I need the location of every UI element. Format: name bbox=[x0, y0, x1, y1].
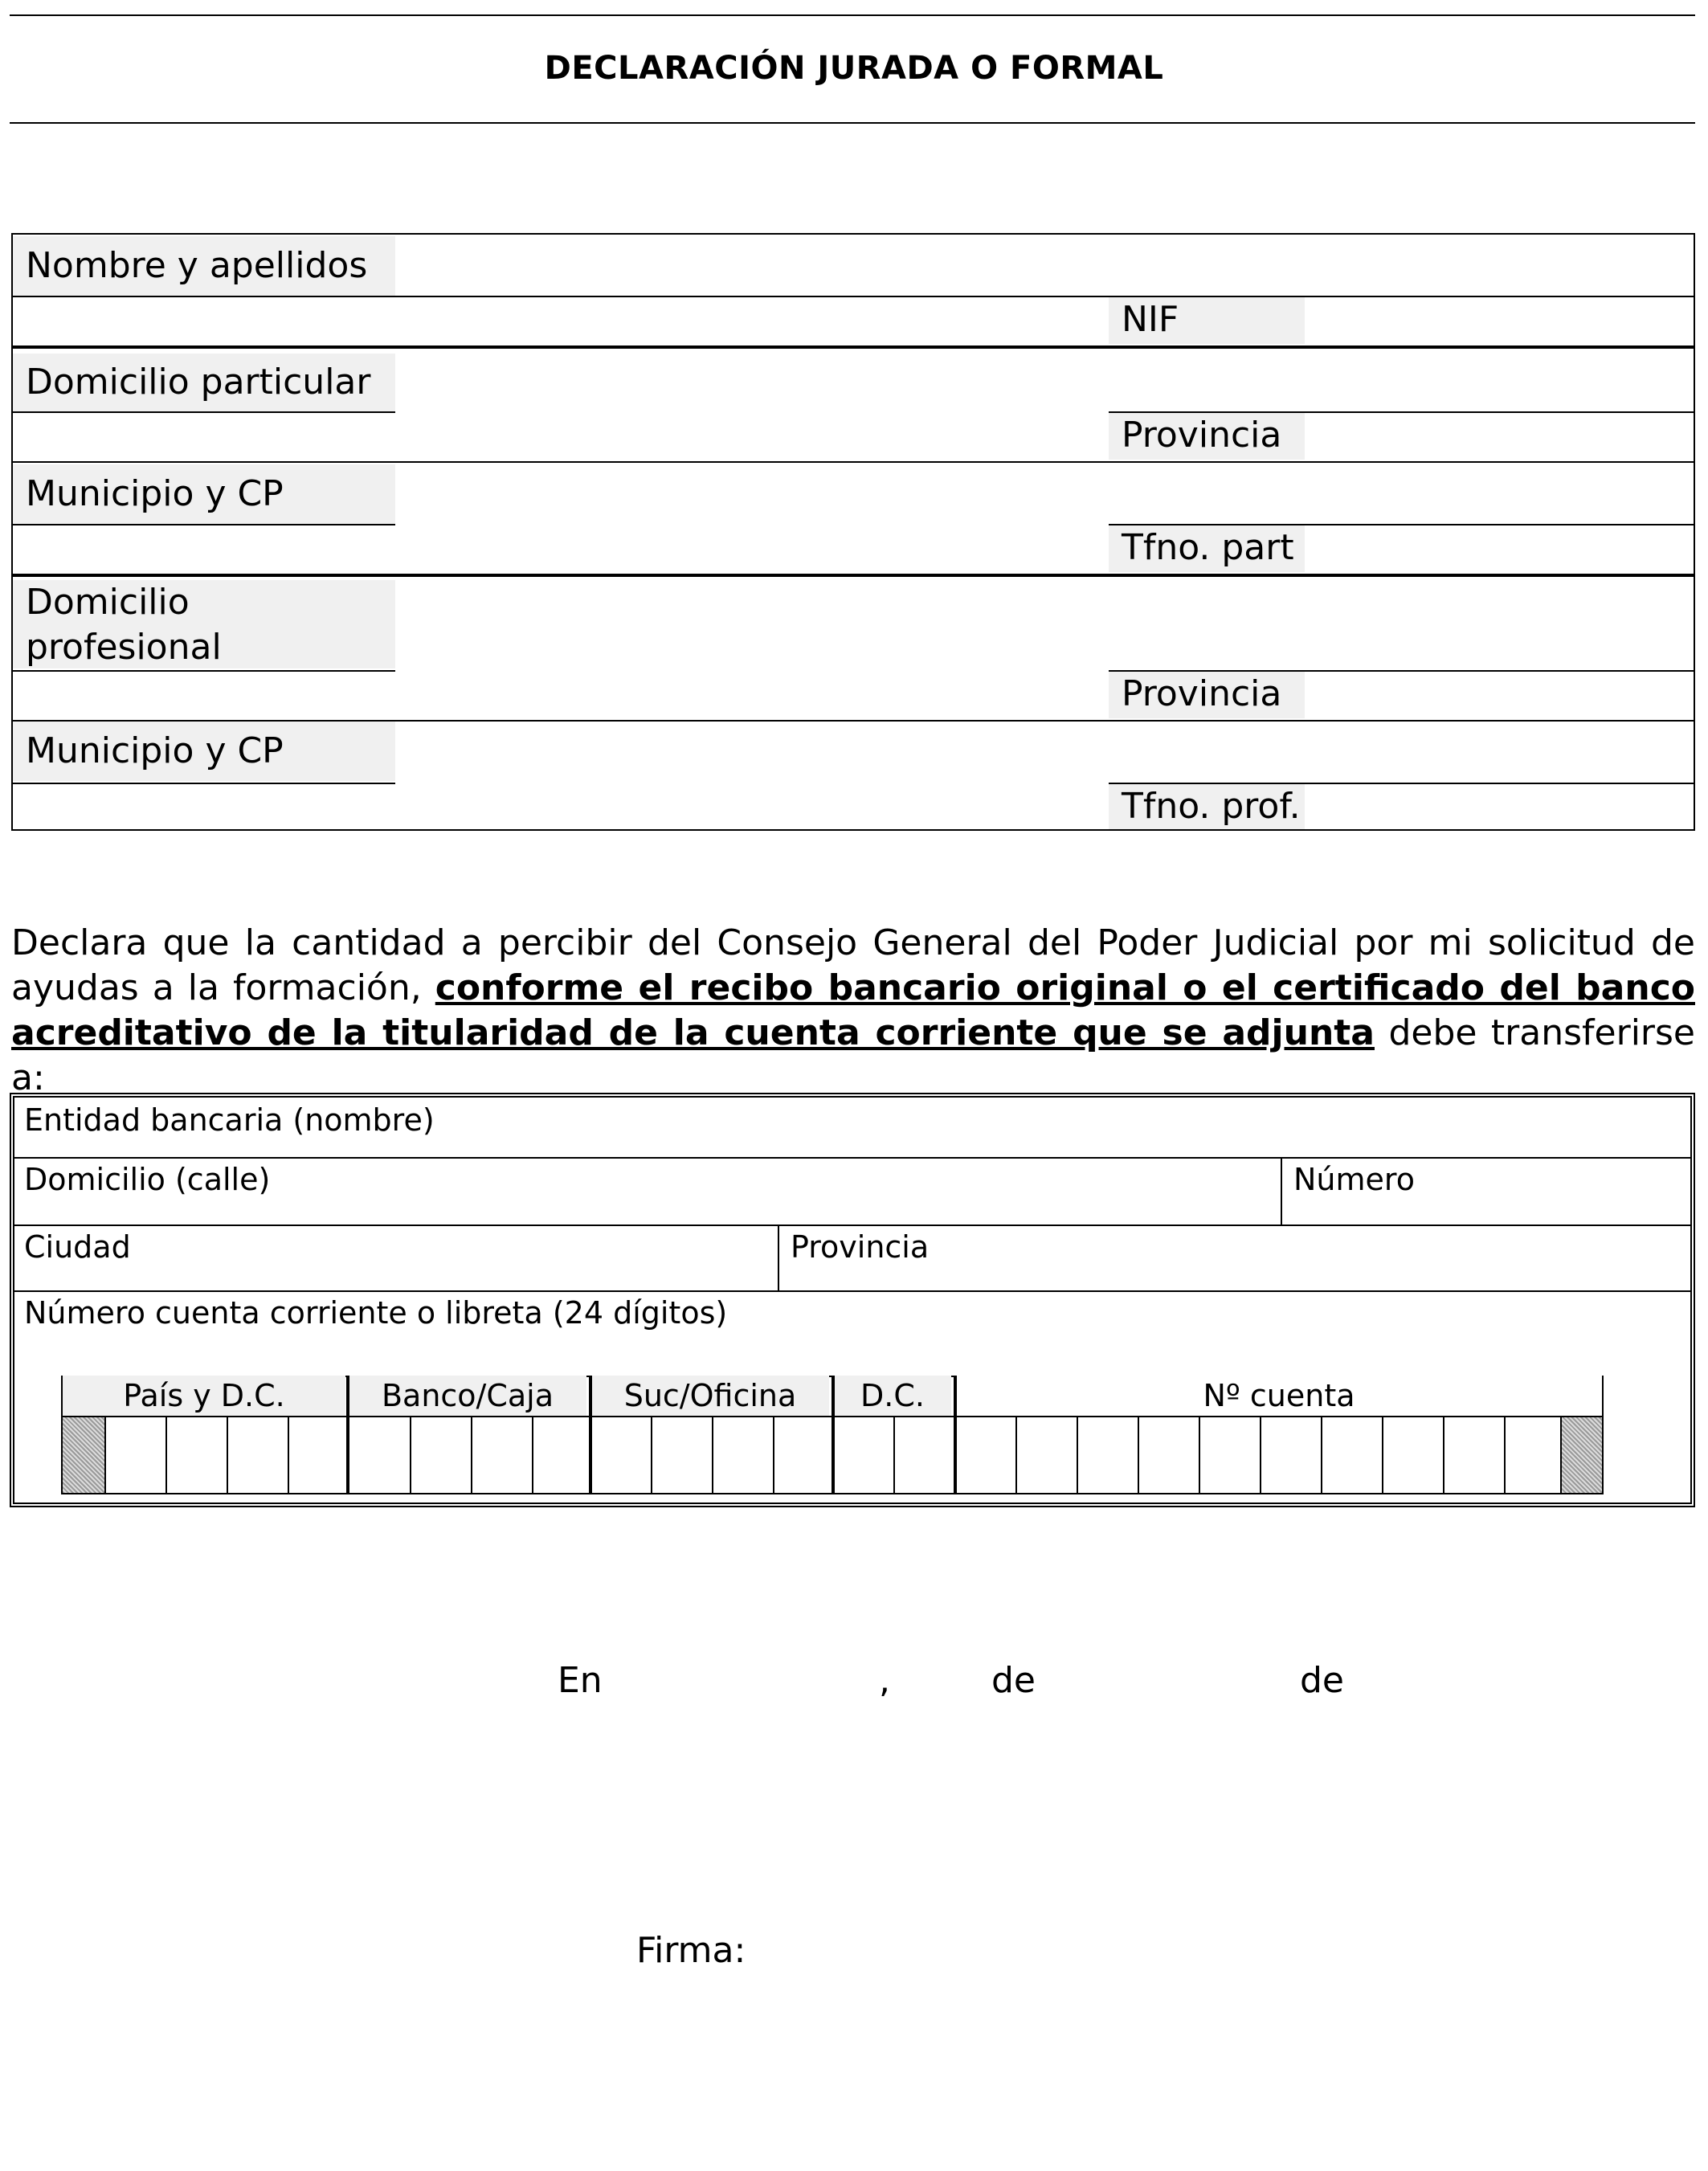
numero-label: Número bbox=[1293, 1162, 1415, 1197]
digit-cell[interactable] bbox=[1199, 1416, 1260, 1493]
title-rule bbox=[10, 122, 1695, 124]
declaration-text-start: Declara que la cantidad a percibir del Consejo General del Poder Judicial por mi solicitud de ayudas a la formación, bbox=[11, 922, 1695, 1008]
ciudad-label: Ciudad bbox=[24, 1229, 131, 1265]
digit-cell[interactable] bbox=[165, 1416, 227, 1493]
tfno-part-label: Tfno. part bbox=[1109, 525, 1305, 572]
grid-header-sucursal: Suc/Oficina bbox=[591, 1376, 829, 1416]
digit-cell[interactable] bbox=[773, 1416, 832, 1493]
digit-cell[interactable] bbox=[227, 1416, 288, 1493]
municipio-particular-label: Municipio y CP bbox=[13, 464, 395, 524]
place-label: En bbox=[558, 1660, 603, 1701]
grid-header-pais: País y D.C. bbox=[63, 1376, 345, 1416]
digit-cell[interactable] bbox=[288, 1416, 347, 1493]
month-year-label: de bbox=[1300, 1660, 1344, 1701]
grid-shade-left bbox=[63, 1417, 104, 1493]
grid-header-dc: D.C. bbox=[834, 1376, 951, 1416]
digit-cell[interactable] bbox=[1443, 1416, 1504, 1493]
digit-cell[interactable] bbox=[651, 1416, 712, 1493]
digit-cell[interactable] bbox=[1015, 1416, 1077, 1493]
digit-cell[interactable] bbox=[1504, 1416, 1560, 1493]
nif-label: NIF bbox=[1109, 297, 1305, 344]
digit-cell[interactable] bbox=[712, 1416, 773, 1493]
grid-header-banco: Banco/Caja bbox=[349, 1376, 586, 1416]
signature-label: Firma: bbox=[636, 1930, 746, 1971]
personal-data-table bbox=[11, 233, 1695, 831]
digit-cell[interactable] bbox=[893, 1416, 954, 1493]
cuenta-label: Número cuenta corriente o libreta (24 dígitos) bbox=[24, 1295, 728, 1331]
digit-cell[interactable] bbox=[1260, 1416, 1321, 1493]
declaration-text-end: debe transferirse a: bbox=[11, 1012, 1695, 1098]
provincia-bank-label: Provincia bbox=[791, 1229, 930, 1265]
declaration-emphasis: conforme el recibo bancario original o el certificado del banco acreditativo de la titularidad de la cuenta corriente que se adjunta bbox=[11, 967, 1695, 1053]
declaration-paragraph bbox=[11, 921, 1695, 1101]
grid-header-cuenta: Nº cuenta bbox=[956, 1376, 1602, 1416]
digit-cell[interactable] bbox=[410, 1416, 471, 1493]
domicilio-calle-label: Domicilio (calle) bbox=[24, 1162, 271, 1197]
day-month-label: de bbox=[991, 1660, 1036, 1701]
provincia-profesional-label: Provincia bbox=[1109, 672, 1305, 718]
domicilio-particular-label: Domicilio particular bbox=[13, 354, 395, 411]
digit-cell[interactable] bbox=[1138, 1416, 1199, 1493]
digit-cell[interactable] bbox=[532, 1416, 590, 1493]
municipio-profesional-label: Municipio y CP bbox=[13, 722, 395, 781]
domicilio-profesional-label: Domicilio profesional bbox=[13, 580, 395, 668]
digit-cell[interactable] bbox=[1382, 1416, 1443, 1493]
nombre-label: Nombre y apellidos bbox=[13, 236, 395, 296]
digit-cell[interactable] bbox=[1321, 1416, 1382, 1493]
date-comma: , bbox=[879, 1660, 890, 1701]
tfno-prof-label: Tfno. prof. bbox=[1109, 784, 1305, 829]
provincia-particular-label: Provincia bbox=[1109, 413, 1305, 460]
digit-cell[interactable] bbox=[104, 1416, 165, 1493]
top-rule bbox=[10, 14, 1695, 16]
digit-cell[interactable] bbox=[1077, 1416, 1138, 1493]
digit-cell[interactable] bbox=[471, 1416, 532, 1493]
document-title: DECLARACIÓN JURADA O FORMAL bbox=[544, 50, 1164, 87]
digit-cell[interactable] bbox=[1560, 1416, 1602, 1493]
account-number-grid bbox=[61, 1376, 1604, 1494]
entidad-label: Entidad bancaria (nombre) bbox=[24, 1102, 435, 1138]
